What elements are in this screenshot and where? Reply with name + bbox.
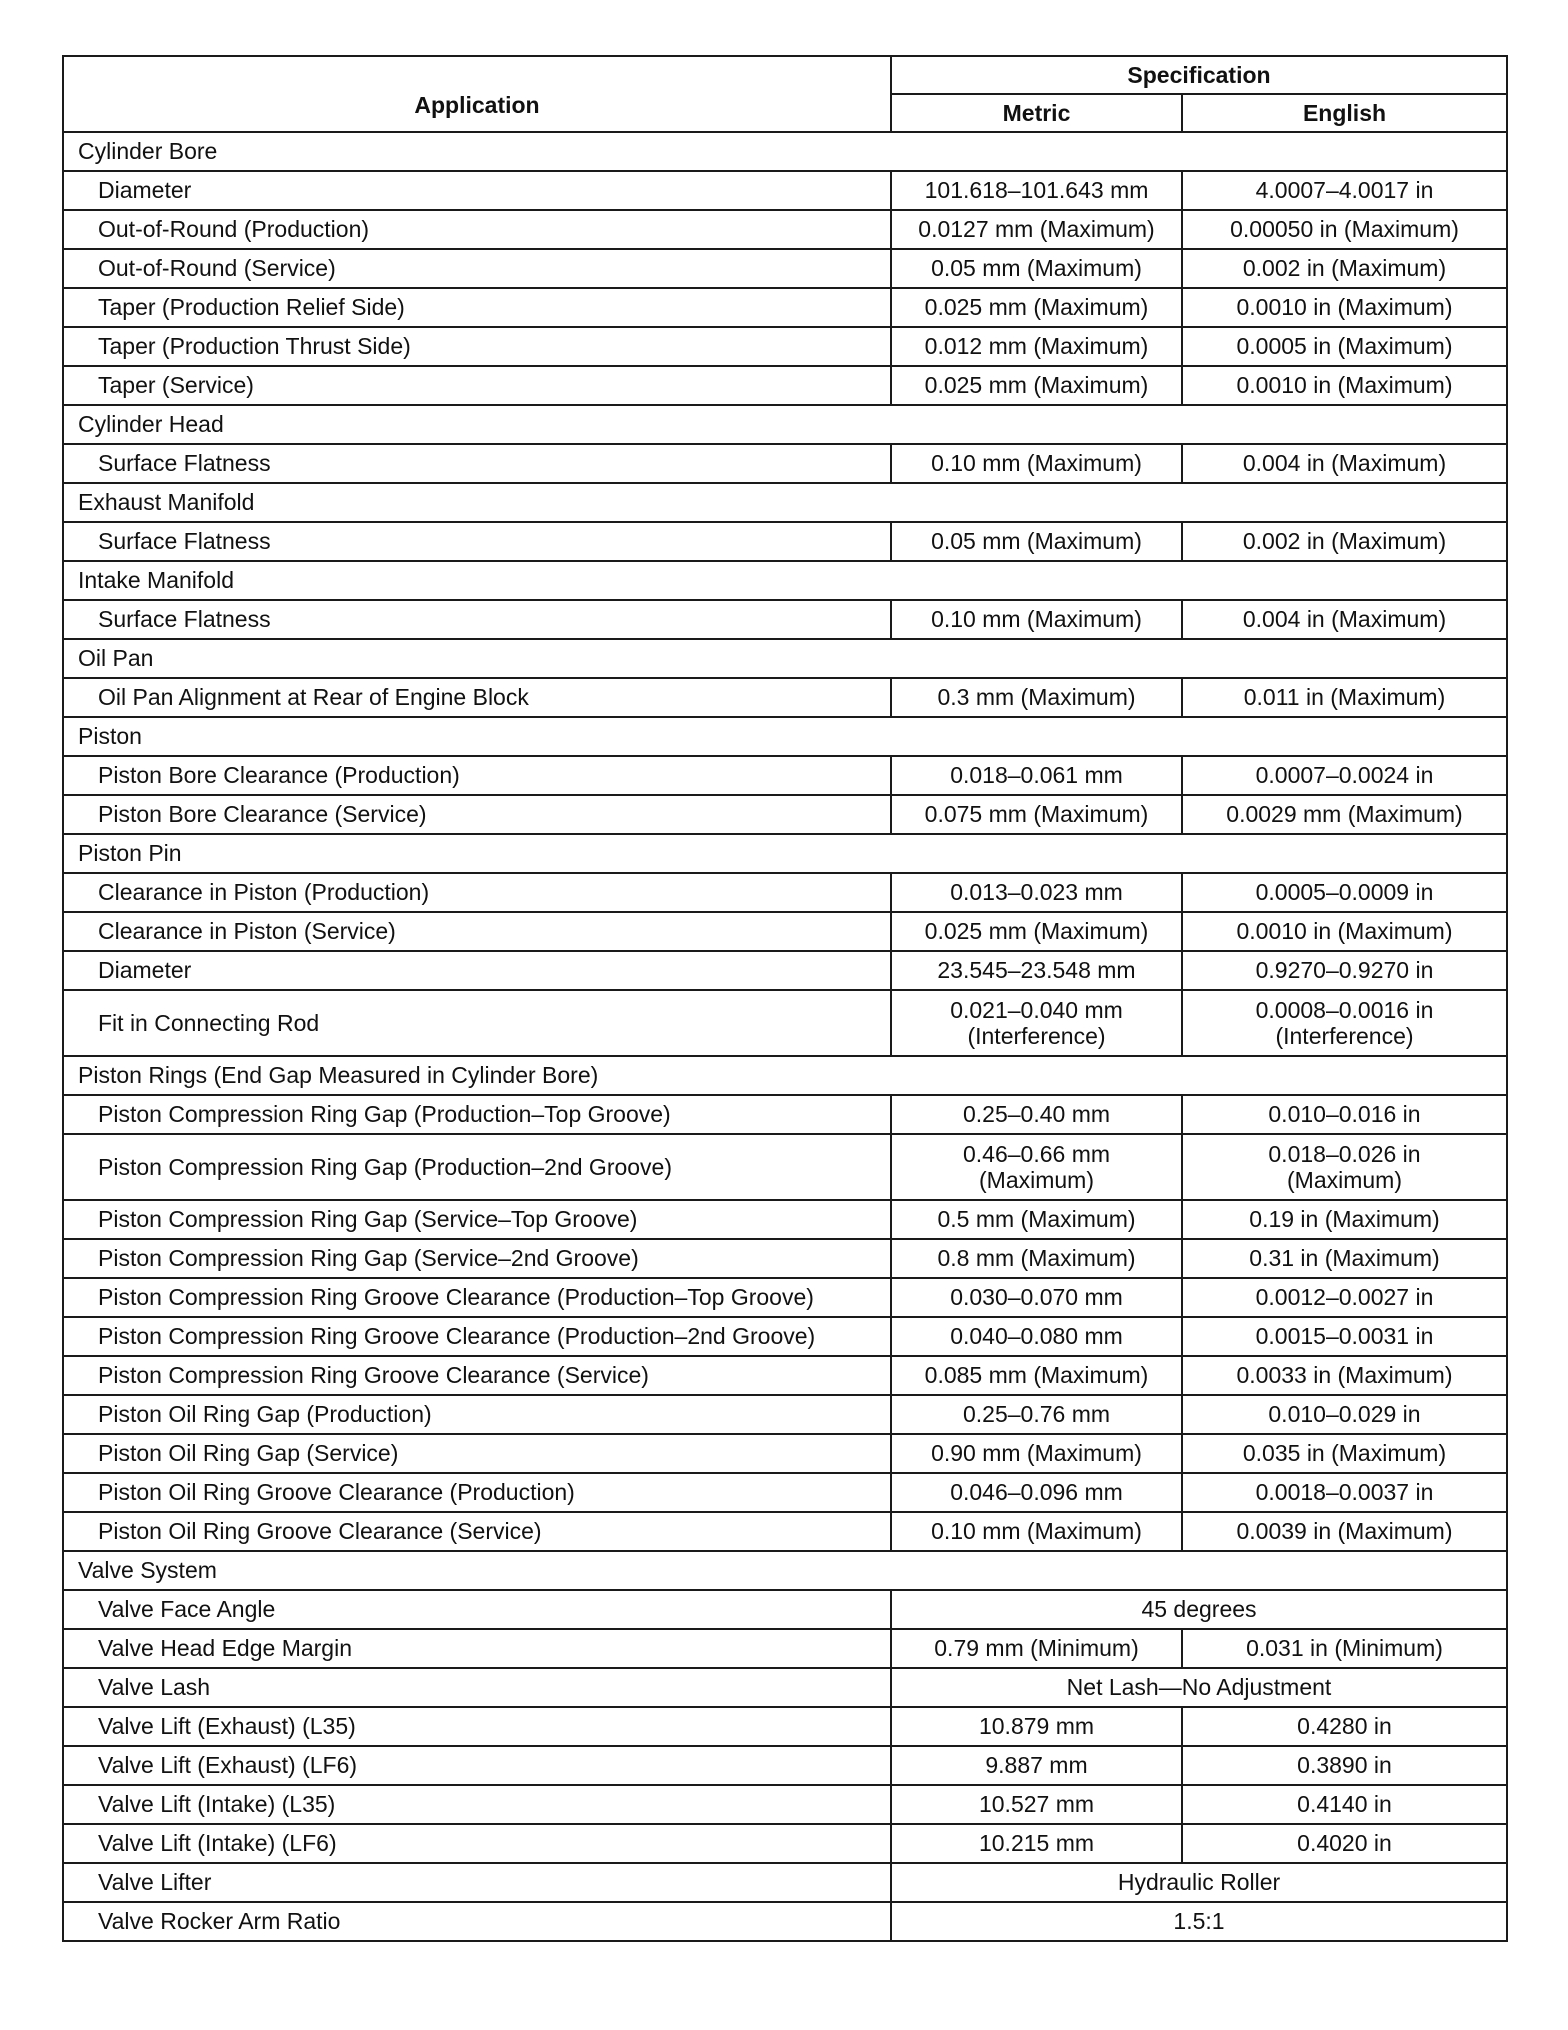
spec-value-english: 0.00050 in (Maximum) — [1182, 210, 1507, 249]
spec-value-english: 0.004 in (Maximum) — [1182, 444, 1507, 483]
spec-value-metric: 0.05 mm (Maximum) — [891, 522, 1182, 561]
spec-item-name: Valve Lift (Exhaust) (LF6) — [63, 1746, 891, 1785]
spec-item-name: Piston Compression Ring Groove Clearance (Production–Top Groove) — [63, 1278, 891, 1317]
spec-row — [63, 366, 1507, 405]
spec-row — [63, 756, 1507, 795]
spec-row — [63, 1863, 1507, 1902]
spec-value-english-line1: 0.018–0.026 in — [1268, 1141, 1421, 1167]
spec-item-name: Valve Lift (Exhaust) (L35) — [63, 1707, 891, 1746]
spec-value-english: 0.0005–0.0009 in — [1182, 873, 1507, 912]
spec-value-english: 0.0015–0.0031 in — [1182, 1317, 1507, 1356]
group-title: Intake Manifold — [63, 561, 1507, 600]
spec-value-english: 0.0010 in (Maximum) — [1182, 288, 1507, 327]
spec-item-name: Piston Bore Clearance (Production) — [63, 756, 891, 795]
spec-value-english: 0.3890 in — [1182, 1746, 1507, 1785]
spec-value-metric: 0.025 mm (Maximum) — [891, 912, 1182, 951]
spec-value-metric: 0.025 mm (Maximum) — [891, 288, 1182, 327]
spec-item-name: Clearance in Piston (Service) — [63, 912, 891, 951]
spec-item-name: Taper (Production Relief Side) — [63, 288, 891, 327]
spec-value-english: 0.0018–0.0037 in — [1182, 1473, 1507, 1512]
group-row — [63, 483, 1507, 522]
spec-value-english: 0.9270–0.9270 in — [1182, 951, 1507, 990]
spec-item-name: Piston Compression Ring Groove Clearance (Service) — [63, 1356, 891, 1395]
spec-item-name: Piston Compression Ring Groove Clearance (Production–2nd Groove) — [63, 1317, 891, 1356]
group-row — [63, 561, 1507, 600]
spec-value-english: 0.002 in (Maximum) — [1182, 249, 1507, 288]
spec-row — [63, 1095, 1507, 1134]
spec-value-metric: 0.075 mm (Maximum) — [891, 795, 1182, 834]
spec-row — [63, 678, 1507, 717]
spec-item-name: Piston Compression Ring Gap (Service–Top Groove) — [63, 1200, 891, 1239]
spec-value-metric: 101.618–101.643 mm — [891, 171, 1182, 210]
spec-value-metric: 0.025 mm (Maximum) — [891, 366, 1182, 405]
spec-value-combined: 1.5:1 — [891, 1902, 1507, 1941]
spec-value-metric: 9.887 mm — [891, 1746, 1182, 1785]
spec-item-name: Piston Bore Clearance (Service) — [63, 795, 891, 834]
spec-value-english: 0.010–0.029 in — [1182, 1395, 1507, 1434]
english-header: English — [1182, 94, 1507, 132]
spec-value-metric: 0.046–0.096 mm — [891, 1473, 1182, 1512]
spec-value-metric: 0.8 mm (Maximum) — [891, 1239, 1182, 1278]
spec-value-english: 0.31 in (Maximum) — [1182, 1239, 1507, 1278]
spec-value-metric: 0.10 mm (Maximum) — [891, 1512, 1182, 1551]
spec-item-name: Valve Lash — [63, 1668, 891, 1707]
spec-row — [63, 1278, 1507, 1317]
spec-row — [63, 990, 1507, 1056]
spec-value-metric: 0.040–0.080 mm — [891, 1317, 1182, 1356]
spec-row — [63, 1629, 1507, 1668]
group-title: Exhaust Manifold — [63, 483, 1507, 522]
spec-value-english-line1: 0.0008–0.0016 in — [1255, 997, 1434, 1023]
spec-item-name: Piston Oil Ring Gap (Service) — [63, 1434, 891, 1473]
group-title: Oil Pan — [63, 639, 1507, 678]
spec-value-metric: 0.0127 mm (Maximum) — [891, 210, 1182, 249]
spec-value-metric: 0.030–0.070 mm — [891, 1278, 1182, 1317]
group-title: Piston Rings (End Gap Measured in Cylinder Bore) — [63, 1056, 1507, 1095]
specification-table — [62, 55, 1508, 1942]
spec-value-english: 0.4280 in — [1182, 1707, 1507, 1746]
group-title: Cylinder Bore — [63, 132, 1507, 171]
spec-item-name: Piston Compression Ring Gap (Service–2nd Groove) — [63, 1239, 891, 1278]
spec-value-english: 0.0039 in (Maximum) — [1182, 1512, 1507, 1551]
group-row — [63, 405, 1507, 444]
spec-item-name: Piston Compression Ring Gap (Production–Top Groove) — [63, 1095, 891, 1134]
spec-row — [63, 1356, 1507, 1395]
spec-value-english: 0.0010 in (Maximum) — [1182, 366, 1507, 405]
spec-item-name: Surface Flatness — [63, 600, 891, 639]
spec-value-metric: 0.012 mm (Maximum) — [891, 327, 1182, 366]
spec-row — [63, 1707, 1507, 1746]
group-title: Piston Pin — [63, 834, 1507, 873]
spec-row — [63, 288, 1507, 327]
spec-item-name: Valve Face Angle — [63, 1590, 891, 1629]
spec-item-name: Piston Oil Ring Groove Clearance (Service) — [63, 1512, 891, 1551]
spec-row — [63, 1434, 1507, 1473]
spec-row — [63, 249, 1507, 288]
group-title: Piston — [63, 717, 1507, 756]
spec-item-name: Valve Lift (Intake) (LF6) — [63, 1824, 891, 1863]
spec-item-name: Taper (Service) — [63, 366, 891, 405]
spec-value-metric: 0.10 mm (Maximum) — [891, 600, 1182, 639]
spec-value-combined: 45 degrees — [891, 1590, 1507, 1629]
spec-value-metric: 0.90 mm (Maximum) — [891, 1434, 1182, 1473]
group-title: Valve System — [63, 1551, 1507, 1590]
spec-item-name: Surface Flatness — [63, 522, 891, 561]
spec-value-english: 0.035 in (Maximum) — [1182, 1434, 1507, 1473]
spec-value-metric: 10.527 mm — [891, 1785, 1182, 1824]
group-row — [63, 834, 1507, 873]
spec-value-metric: 10.879 mm — [891, 1707, 1182, 1746]
spec-item-name: Out-of-Round (Production) — [63, 210, 891, 249]
spec-item-name: Surface Flatness — [63, 444, 891, 483]
spec-item-name: Fit in Connecting Rod — [63, 990, 891, 1056]
spec-value-english: 4.0007–4.0017 in — [1182, 171, 1507, 210]
spec-row — [63, 951, 1507, 990]
spec-value-english: 0.004 in (Maximum) — [1182, 600, 1507, 639]
spec-row — [63, 171, 1507, 210]
spec-value-metric: 0.013–0.023 mm — [891, 873, 1182, 912]
spec-item-name: Diameter — [63, 951, 891, 990]
spec-row — [63, 522, 1507, 561]
spec-value-english: 0.011 in (Maximum) — [1182, 678, 1507, 717]
spec-value-metric-line1: 0.46–0.66 mm — [962, 1141, 1111, 1167]
spec-row — [63, 1395, 1507, 1434]
spec-item-name: Valve Head Edge Margin — [63, 1629, 891, 1668]
spec-row — [63, 327, 1507, 366]
spec-item-name: Piston Compression Ring Gap (Production–2nd Groove) — [63, 1134, 891, 1200]
spec-value-english: 0.19 in (Maximum) — [1182, 1200, 1507, 1239]
spec-row — [63, 1239, 1507, 1278]
spec-value-english: 0.0033 in (Maximum) — [1182, 1356, 1507, 1395]
spec-item-name: Piston Oil Ring Groove Clearance (Production) — [63, 1473, 891, 1512]
spec-item-name: Oil Pan Alignment at Rear of Engine Block — [63, 678, 891, 717]
spec-value-metric-line2: (Interference) — [967, 1023, 1106, 1049]
specification-header: Specification — [891, 56, 1507, 94]
spec-value-metric: 0.25–0.76 mm — [891, 1395, 1182, 1434]
spec-value-metric-line2: (Maximum) — [979, 1167, 1094, 1193]
spec-row — [63, 912, 1507, 951]
spec-value-english-line2: (Maximum) — [1287, 1167, 1402, 1193]
spec-value-metric: 0.79 mm (Minimum) — [891, 1629, 1182, 1668]
spec-row — [63, 600, 1507, 639]
spec-row — [63, 1473, 1507, 1512]
spec-row — [63, 1668, 1507, 1707]
spec-value-english: 0.010–0.016 in — [1182, 1095, 1507, 1134]
spec-value-english — [1182, 1134, 1507, 1200]
spec-value-english: 0.0012–0.0027 in — [1182, 1278, 1507, 1317]
spec-value-metric: 10.215 mm — [891, 1824, 1182, 1863]
spec-row — [63, 1134, 1507, 1200]
spec-value-english — [1182, 990, 1507, 1056]
spec-value-metric: 0.3 mm (Maximum) — [891, 678, 1182, 717]
spec-item-name: Valve Lifter — [63, 1863, 891, 1902]
spec-value-combined: Net Lash—No Adjustment — [891, 1668, 1507, 1707]
spec-value-metric — [891, 990, 1182, 1056]
group-title: Cylinder Head — [63, 405, 1507, 444]
spec-item-name: Diameter — [63, 171, 891, 210]
spec-item-name: Valve Rocker Arm Ratio — [63, 1902, 891, 1941]
spec-row — [63, 1824, 1507, 1863]
group-row — [63, 717, 1507, 756]
group-row — [63, 132, 1507, 171]
spec-value-english: 0.0007–0.0024 in — [1182, 756, 1507, 795]
application-header: Application — [63, 56, 891, 132]
group-row — [63, 1551, 1507, 1590]
spec-row — [63, 444, 1507, 483]
metric-header: Metric — [891, 94, 1182, 132]
spec-value-metric: 0.5 mm (Maximum) — [891, 1200, 1182, 1239]
spec-row — [63, 1200, 1507, 1239]
spec-value-metric: 23.545–23.548 mm — [891, 951, 1182, 990]
spec-value-metric: 0.085 mm (Maximum) — [891, 1356, 1182, 1395]
spec-row — [63, 795, 1507, 834]
spec-row — [63, 1512, 1507, 1551]
spec-row — [63, 1785, 1507, 1824]
spec-value-english: 0.0029 mm (Maximum) — [1182, 795, 1507, 834]
spec-item-name: Valve Lift (Intake) (L35) — [63, 1785, 891, 1824]
spec-value-metric: 0.018–0.061 mm — [891, 756, 1182, 795]
spec-item-name: Piston Oil Ring Gap (Production) — [63, 1395, 891, 1434]
spec-value-metric — [891, 1134, 1182, 1200]
specification-body — [63, 132, 1507, 1941]
group-row — [63, 639, 1507, 678]
spec-row — [63, 1902, 1507, 1941]
spec-value-english: 0.002 in (Maximum) — [1182, 522, 1507, 561]
group-row — [63, 1056, 1507, 1095]
spec-value-metric: 0.05 mm (Maximum) — [891, 249, 1182, 288]
spec-item-name: Taper (Production Thrust Side) — [63, 327, 891, 366]
spec-value-english: 0.4140 in — [1182, 1785, 1507, 1824]
spec-value-combined: Hydraulic Roller — [891, 1863, 1507, 1902]
spec-row — [63, 873, 1507, 912]
spec-value-english: 0.031 in (Minimum) — [1182, 1629, 1507, 1668]
spec-value-english: 0.0005 in (Maximum) — [1182, 327, 1507, 366]
spec-value-english-line2: (Interference) — [1275, 1023, 1414, 1049]
spec-value-metric: 0.10 mm (Maximum) — [891, 444, 1182, 483]
spec-row — [63, 1317, 1507, 1356]
spec-item-name: Out-of-Round (Service) — [63, 249, 891, 288]
spec-row — [63, 210, 1507, 249]
spec-row — [63, 1590, 1507, 1629]
spec-value-english: 0.0010 in (Maximum) — [1182, 912, 1507, 951]
spec-value-metric-line1: 0.021–0.040 mm — [950, 997, 1123, 1023]
spec-row — [63, 1746, 1507, 1785]
spec-value-metric: 0.25–0.40 mm — [891, 1095, 1182, 1134]
spec-item-name: Clearance in Piston (Production) — [63, 873, 891, 912]
spec-value-english: 0.4020 in — [1182, 1824, 1507, 1863]
